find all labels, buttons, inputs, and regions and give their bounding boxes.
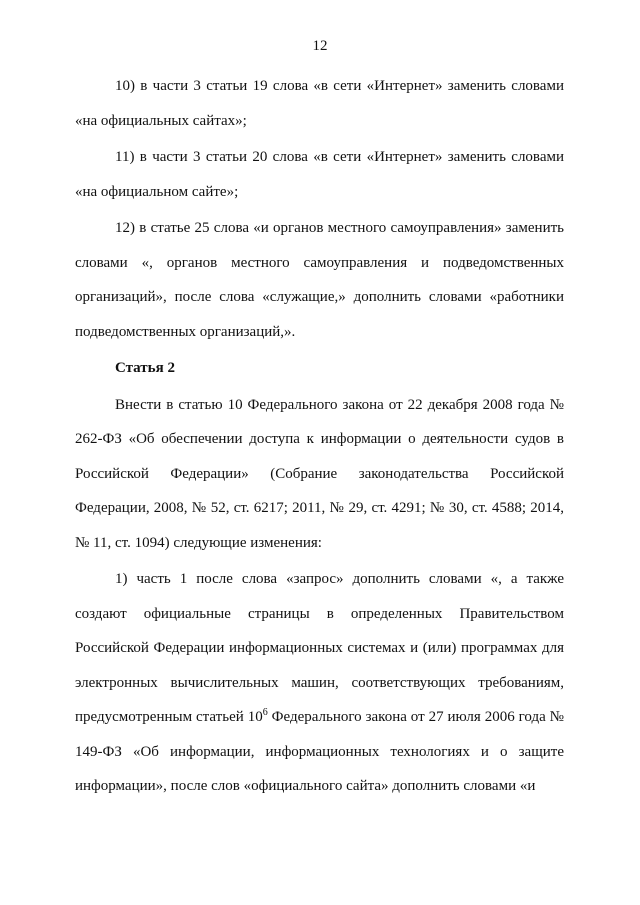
article-2-item-1 bbox=[75, 562, 564, 804]
list-item-10: 10) в части 3 статьи 19 слова «в сети «Интернет» заменить словами «на официальных сайтах»; bbox=[75, 78, 564, 129]
article-2-intro: Внести в статью 10 Федерального закона от 22 декабря 2008 года № 262-ФЗ «Об обеспечении доступа к информации о деятельности судов в Российской Федерации» (Собрание законодательства Российской Федерации, 2008, № 52, ст. 6217; 2011, № 29, ст. 4291; № 30, ст. 4588; 2014, № 11, ст. 1094) следующие изменения: bbox=[75, 396, 564, 551]
page-number: 12 bbox=[312, 38, 328, 54]
superscript-6: 6 bbox=[262, 707, 268, 718]
article-2-title: Статья 2 bbox=[115, 360, 175, 376]
article-2-item-1-text-a: 1) часть 1 после слова «запрос» дополнить словами «, а также создают официальные страницы в определенных Правительством Российской Федерации информационных системах и (или) программах для электронных вычислительных машин, соответствующих требованиям, предусмотренным статьей 10 bbox=[75, 571, 564, 725]
document-body bbox=[75, 69, 564, 804]
list-item-11: 11) в части 3 статьи 20 слова «в сети «Интернет» заменить словами «на официальном сайте»; bbox=[75, 149, 564, 200]
article-2-item-1-text-b: Федерального закона от 27 июля 2006 года № 149-ФЗ «Об информации, информационных технологиях и о защите информации», после слов «официального сайта» дополнить словами «и bbox=[75, 709, 564, 794]
list-item-12: 12) в статье 25 слова «и органов местного самоуправления» заменить словами «, органов местного самоуправления и подведомственных организаций», после слова «служащие,» дополнить словами «работники подведомственных организаций,». bbox=[75, 220, 564, 340]
